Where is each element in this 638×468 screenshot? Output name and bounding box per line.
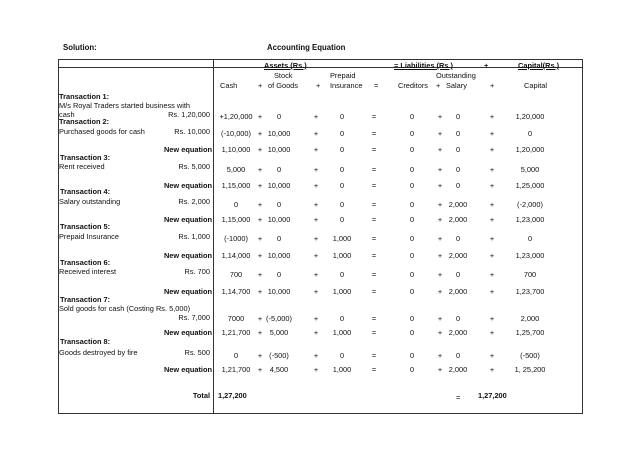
new-equation-value: 1,10,000	[221, 145, 251, 154]
transaction-value: 0	[455, 129, 461, 138]
transaction-value: +	[489, 351, 495, 360]
transaction-value: +	[257, 234, 263, 243]
new-equation-value: 10,000	[267, 287, 291, 296]
equals: =	[374, 81, 379, 90]
transaction-value: 0	[276, 270, 282, 279]
transaction-value: 2,000	[520, 314, 540, 323]
new-equation-value: 1,20,000	[515, 145, 545, 154]
new-equation-value: 1,15,000	[221, 215, 251, 224]
transaction-value: +	[257, 270, 263, 279]
transaction-title: Transaction 7:	[60, 295, 111, 304]
total-assets: 1,27,200	[218, 391, 247, 400]
transaction-amount: Rs. 7,000	[178, 313, 210, 322]
transaction-value: 0	[409, 112, 415, 121]
new-equation-value: 5,000	[269, 328, 289, 337]
transaction-value: 5,000	[226, 165, 246, 174]
transaction-value: (-5,000)	[266, 314, 292, 323]
transaction-value: +	[489, 200, 495, 209]
new-equation-value: +	[489, 287, 495, 296]
transaction-value: (-500)	[269, 351, 289, 360]
new-equation-value: +	[257, 145, 263, 154]
transaction-value: 0	[233, 200, 239, 209]
transaction-amount: Rs. 2,000	[178, 197, 210, 206]
plus: +	[490, 81, 495, 90]
plus: +	[436, 81, 441, 90]
new-equation-value: +	[313, 145, 319, 154]
transaction-value: 0	[276, 165, 282, 174]
new-equation-value: +	[489, 181, 495, 190]
new-equation-value: +	[437, 365, 443, 374]
new-equation-value: 0	[409, 215, 415, 224]
transaction-value: =	[371, 200, 377, 209]
transaction-value: 0	[339, 129, 345, 138]
transaction-value: +	[437, 129, 443, 138]
transaction-value: 5,000	[520, 165, 540, 174]
transaction-value: +	[489, 314, 495, 323]
new-equation-value: +	[257, 251, 263, 260]
new-equation-value: +	[437, 328, 443, 337]
transaction-value: +	[257, 112, 263, 121]
transaction-value: +	[489, 270, 495, 279]
new-equation-value: 0	[455, 181, 461, 190]
transaction-value: +	[257, 314, 263, 323]
new-equation-value: +	[489, 215, 495, 224]
new-equation-value: 2,000	[448, 328, 468, 337]
transaction-value: 700	[229, 270, 243, 279]
new-equation-value: +	[313, 365, 319, 374]
transaction-value: 0	[276, 200, 282, 209]
new-equation-value: +	[313, 287, 319, 296]
new-equation-value: +	[257, 215, 263, 224]
transaction-value: 10,000	[267, 129, 291, 138]
transaction-value: 0	[233, 351, 239, 360]
transaction-value: +	[313, 270, 319, 279]
new-equation-value: +	[489, 365, 495, 374]
transaction-value: 0	[409, 165, 415, 174]
transaction-value: +	[257, 165, 263, 174]
new-equation-value: =	[371, 145, 377, 154]
transaction-value: 0	[339, 200, 345, 209]
transaction-value: 0	[409, 200, 415, 209]
transaction-amount: Rs. 10,000	[174, 127, 210, 136]
equals: =	[456, 393, 461, 402]
transaction-value: 0	[455, 270, 461, 279]
transaction-value: +	[257, 129, 263, 138]
transaction-value: +	[313, 165, 319, 174]
new-equation-value: =	[371, 251, 377, 260]
new-equation-value: 10,000	[267, 181, 291, 190]
new-equation-value: 1,15,000	[221, 181, 251, 190]
transaction-desc: Rent received	[59, 162, 105, 171]
transaction-title: Transaction 1:	[59, 92, 110, 101]
new-equation-value: +	[489, 251, 495, 260]
transaction-value: (-2,000)	[517, 200, 543, 209]
transaction-value: =	[371, 314, 377, 323]
transaction-value: 0	[339, 165, 345, 174]
transaction-amount: Rs. 1,20,000	[168, 110, 210, 119]
transaction-value: +	[437, 314, 443, 323]
new-equation-value: 0	[409, 287, 415, 296]
transaction-desc: Salary outstanding	[59, 197, 121, 206]
capital-col-header: Capital	[524, 81, 548, 90]
transaction-value: 0	[409, 351, 415, 360]
transaction-title: Transaction 6:	[60, 258, 111, 267]
plus-separator: +	[484, 61, 489, 70]
plus: +	[258, 81, 263, 90]
transaction-value: +1,20,000	[219, 112, 253, 121]
new-equation-value: +	[437, 181, 443, 190]
transaction-value: 0	[339, 351, 345, 360]
total-label: Total	[192, 391, 210, 400]
transaction-value: 700	[523, 270, 537, 279]
new-equation-value: 2,000	[448, 215, 468, 224]
assets-header: Assets (Rs.)	[264, 61, 307, 70]
transaction-value: 0	[455, 351, 461, 360]
page-title: Accounting Equation	[267, 43, 346, 52]
new-equation-value: =	[371, 181, 377, 190]
new-equation-value: 1, 25,200	[514, 365, 546, 374]
transaction-value: +	[257, 351, 263, 360]
transaction-value: 0	[276, 234, 282, 243]
transaction-value: =	[371, 112, 377, 121]
transaction-title: Transaction 2:	[59, 117, 110, 126]
new-equation-value: +	[257, 287, 263, 296]
transaction-value: 2,000	[448, 200, 468, 209]
transaction-amount: Rs. 700	[184, 267, 210, 276]
new-equation-label: New equation	[163, 181, 212, 190]
new-equation-value: +	[257, 365, 263, 374]
new-equation-value: 4,500	[269, 365, 289, 374]
insurance-header: Insurance	[330, 81, 363, 90]
transaction-title: Transaction 4:	[60, 187, 111, 196]
transaction-value: 1,20,000	[515, 112, 545, 121]
transaction-value: +	[257, 200, 263, 209]
transaction-value: +	[437, 351, 443, 360]
transaction-value: =	[371, 351, 377, 360]
transaction-desc: Received interest	[59, 267, 117, 276]
transaction-desc: Sold goods for cash (Costing Rs. 5,000)	[59, 304, 191, 313]
transaction-value: 0	[409, 314, 415, 323]
new-equation-value: 1,000	[332, 328, 352, 337]
transaction-value: 0	[527, 234, 533, 243]
transaction-value: +	[437, 234, 443, 243]
new-equation-value: 10,000	[267, 251, 291, 260]
prepaid-header: Prepaid	[330, 71, 356, 80]
new-equation-value: 2,000	[448, 251, 468, 260]
new-equation-value: =	[371, 287, 377, 296]
new-equation-value: 0	[339, 181, 345, 190]
outstanding-header: Outstanding	[436, 71, 476, 80]
transaction-value: +	[313, 234, 319, 243]
new-equation-value: 2,000	[448, 365, 468, 374]
new-equation-label: New equation	[163, 328, 212, 337]
transaction-value: +	[437, 270, 443, 279]
new-equation-label: New equation	[163, 215, 212, 224]
new-equation-value: +	[437, 145, 443, 154]
new-equation-value: +	[313, 251, 319, 260]
transaction-title: Transaction 3:	[60, 153, 111, 162]
new-equation-value: +	[489, 145, 495, 154]
new-equation-value: 1,14,000	[221, 251, 251, 260]
total-liabilities-capital: 1,27,200	[478, 391, 507, 400]
transaction-value: 7000	[227, 314, 245, 323]
new-equation-value: 0	[409, 145, 415, 154]
transaction-desc: Purchased goods for cash	[59, 127, 145, 136]
new-equation-value: 1,23,000	[515, 251, 545, 260]
new-equation-value: 1,21,700	[221, 328, 251, 337]
new-equation-value: +	[313, 215, 319, 224]
transaction-value: (-1000)	[224, 234, 248, 243]
transaction-value: +	[489, 165, 495, 174]
transaction-value: +	[437, 112, 443, 121]
transaction-value: +	[489, 112, 495, 121]
new-equation-value: +	[437, 215, 443, 224]
new-equation-label: New equation	[163, 365, 212, 374]
transaction-amount: Rs. 500	[184, 348, 210, 357]
transaction-value: =	[371, 270, 377, 279]
transaction-value: +	[437, 165, 443, 174]
solution-label: Solution:	[63, 43, 97, 52]
new-equation-value: +	[437, 287, 443, 296]
new-equation-value: 1,21,700	[221, 365, 251, 374]
transaction-value: 0	[527, 129, 533, 138]
transaction-value: =	[371, 165, 377, 174]
new-equation-value: 1,23,700	[515, 287, 545, 296]
goods-header: of Goods	[268, 81, 298, 90]
transaction-value: +	[489, 234, 495, 243]
new-equation-label: New equation	[163, 287, 212, 296]
new-equation-value: 1,000	[332, 251, 352, 260]
transaction-value: +	[313, 112, 319, 121]
plus: +	[316, 81, 321, 90]
cash-header: Cash	[220, 81, 238, 90]
transaction-value: +	[313, 129, 319, 138]
transaction-desc: cash	[59, 110, 75, 119]
new-equation-label: New equation	[163, 145, 212, 154]
transaction-value: +	[313, 351, 319, 360]
new-equation-value: 0	[409, 365, 415, 374]
transaction-value: 0	[409, 234, 415, 243]
transaction-value: 0	[409, 270, 415, 279]
transaction-value: 0	[455, 112, 461, 121]
new-equation-value: =	[371, 215, 377, 224]
capital-header: Capital(Rs.)	[518, 61, 560, 70]
creditors-header: Creditors	[398, 81, 428, 90]
transaction-value: +	[489, 129, 495, 138]
transaction-amount: Rs. 5,000	[178, 162, 210, 171]
new-equation-value: 1,14,700	[221, 287, 251, 296]
new-equation-value: =	[371, 328, 377, 337]
transaction-value: (-500)	[520, 351, 540, 360]
new-equation-value: 10,000	[267, 145, 291, 154]
new-equation-value: 10,000	[267, 215, 291, 224]
new-equation-value: +	[489, 328, 495, 337]
new-equation-value: 0	[339, 145, 345, 154]
transaction-title: Transaction 5:	[60, 222, 111, 231]
transaction-value: =	[371, 129, 377, 138]
transaction-value: 0	[455, 165, 461, 174]
transaction-value: (-10,000)	[221, 129, 251, 138]
transaction-value: +	[313, 314, 319, 323]
transaction-value: =	[371, 234, 377, 243]
new-equation-value: =	[371, 365, 377, 374]
new-equation-value: 1,000	[332, 365, 352, 374]
transaction-value: 0	[455, 234, 461, 243]
transaction-title: Transaction 8:	[60, 337, 111, 346]
transaction-value: 0	[339, 270, 345, 279]
new-equation-value: 1,25,000	[515, 181, 545, 190]
new-equation-value: +	[257, 181, 263, 190]
new-equation-value: 1,25,700	[515, 328, 545, 337]
transaction-value: 0	[409, 129, 415, 138]
liabilities-header: = Liabilities (Rs.)	[394, 61, 453, 70]
new-equation-value: +	[257, 328, 263, 337]
transaction-value: 0	[455, 314, 461, 323]
new-equation-value: 0	[339, 215, 345, 224]
transaction-amount: Rs. 1,000	[178, 232, 210, 241]
transaction-desc: M/s Royal Traders started business with	[59, 101, 191, 110]
salary-header: Salary	[446, 81, 467, 90]
new-equation-label: New equation	[163, 251, 212, 260]
transaction-value: +	[437, 200, 443, 209]
new-equation-value: 0	[409, 181, 415, 190]
transaction-value: 0	[339, 314, 345, 323]
new-equation-value: 0	[455, 145, 461, 154]
new-equation-value: +	[313, 328, 319, 337]
new-equation-value: +	[437, 251, 443, 260]
transaction-value: 0	[339, 112, 345, 121]
transaction-value: 0	[276, 112, 282, 121]
new-equation-value: 0	[409, 251, 415, 260]
new-equation-value: 1,000	[332, 287, 352, 296]
new-equation-value: 2,000	[448, 287, 468, 296]
new-equation-value: 0	[409, 328, 415, 337]
transaction-value: +	[313, 200, 319, 209]
new-equation-value: +	[313, 181, 319, 190]
transaction-value: 1,000	[332, 234, 352, 243]
transaction-desc: Prepaid Insurance	[59, 232, 119, 241]
new-equation-value: 1,23,000	[515, 215, 545, 224]
transaction-desc: Goods destroyed by fire	[59, 348, 138, 357]
stock-header: Stock	[274, 71, 293, 80]
